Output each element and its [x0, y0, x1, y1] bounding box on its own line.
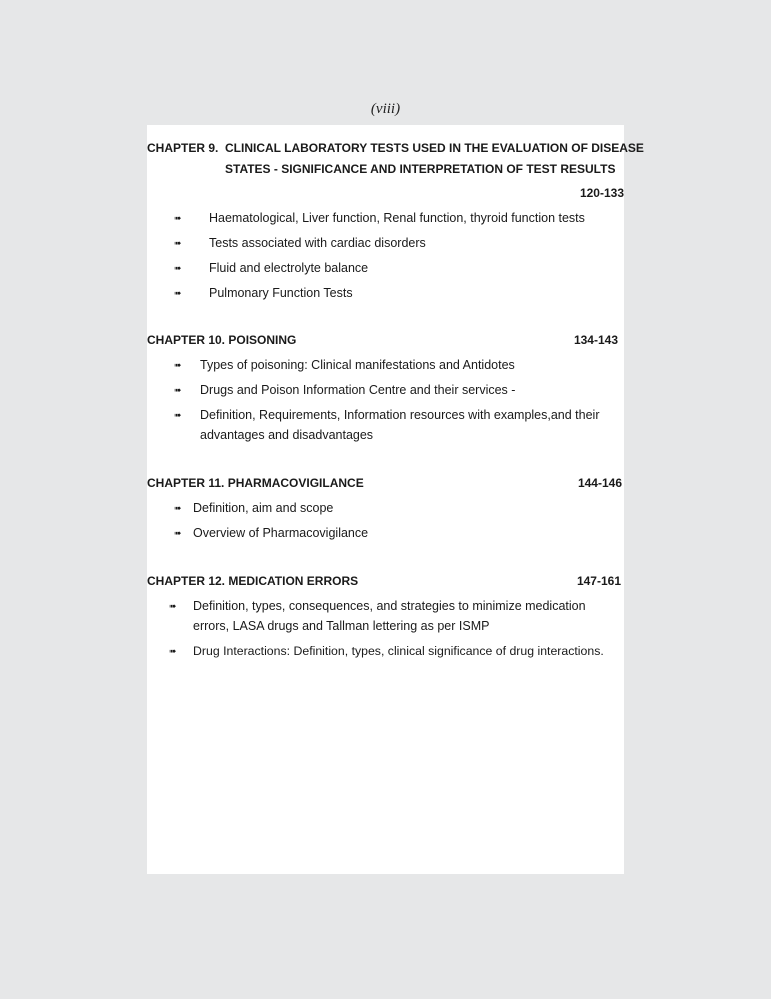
- list-item: ➠ Definition, Requirements, Information resources with examples,and their advantages and disadvantages: [200, 405, 618, 445]
- list-item: ➠ Drugs and Poison Information Centre and their services -: [200, 380, 624, 405]
- arrow-bullet-icon: ➠: [174, 410, 182, 420]
- list-item: ➠ Pulmonary Function Tests: [209, 283, 624, 308]
- chapter-heading: [147, 138, 644, 159]
- arrow-bullet-icon: ➠: [169, 601, 177, 611]
- arrow-bullet-icon: ➠: [169, 646, 177, 656]
- chapter-pages: 120-133: [579, 186, 624, 200]
- document-page: [147, 125, 644, 874]
- chapter-title: CHAPTER 12. MEDICATION ERRORS: [147, 574, 359, 588]
- chapter-10: [147, 330, 624, 445]
- arrow-bullet-icon: ➠: [174, 385, 182, 395]
- page-number: (viii): [370, 101, 401, 117]
- arrow-bullet-icon: ➠: [174, 503, 182, 513]
- list-item: ➠ Overview of Pharmacovigilance: [193, 523, 624, 548]
- list-item: ➠ Fluid and electrolyte balance: [209, 258, 624, 283]
- arrow-bullet-icon: ➠: [174, 288, 182, 298]
- chapter-11: [147, 473, 624, 548]
- list-item: ➠ Definition, types, consequences, and strategies to minimize medication errors, LASA drugs and Tallman lettering as per ISMP: [193, 596, 603, 641]
- chapter-label: CHAPTER 9.: [147, 141, 219, 155]
- chapter-12: [147, 571, 624, 661]
- list-item: ➠ Haematological, Liver function, Renal function, thyroid function tests: [209, 208, 624, 233]
- list-item: ➠ Definition, aim and scope: [193, 498, 624, 523]
- chapter-pages: 144-146: [577, 476, 622, 490]
- chapter-pages: 134-143: [573, 333, 618, 347]
- chapter-title-line1: CLINICAL LABORATORY TESTS USED IN THE EVALUATION OF DISEASE: [225, 141, 644, 155]
- arrow-bullet-icon: ➠: [174, 360, 182, 370]
- list-item: ➠ Types of poisoning: Clinical manifestations and Antidotes: [200, 355, 624, 380]
- arrow-bullet-icon: ➠: [174, 238, 182, 248]
- list-item: ➠ Drug Interactions: Definition, types, clinical significance of drug interactions.: [193, 641, 624, 661]
- chapter-title: CHAPTER 11. PHARMACOVIGILANCE: [147, 476, 364, 490]
- chapter-title: CHAPTER 10. POISONING: [147, 333, 297, 347]
- arrow-bullet-icon: ➠: [174, 213, 182, 223]
- arrow-bullet-icon: ➠: [174, 263, 182, 273]
- list-item: ➠ Tests associated with cardiac disorders: [209, 233, 624, 258]
- chapter-9: [147, 138, 644, 308]
- chapter-title-line2: STATES - SIGNIFICANCE AND INTERPRETATION OF TEST RESULTS: [225, 162, 616, 176]
- arrow-bullet-icon: ➠: [174, 528, 182, 538]
- chapter-pages: 147-161: [576, 574, 621, 588]
